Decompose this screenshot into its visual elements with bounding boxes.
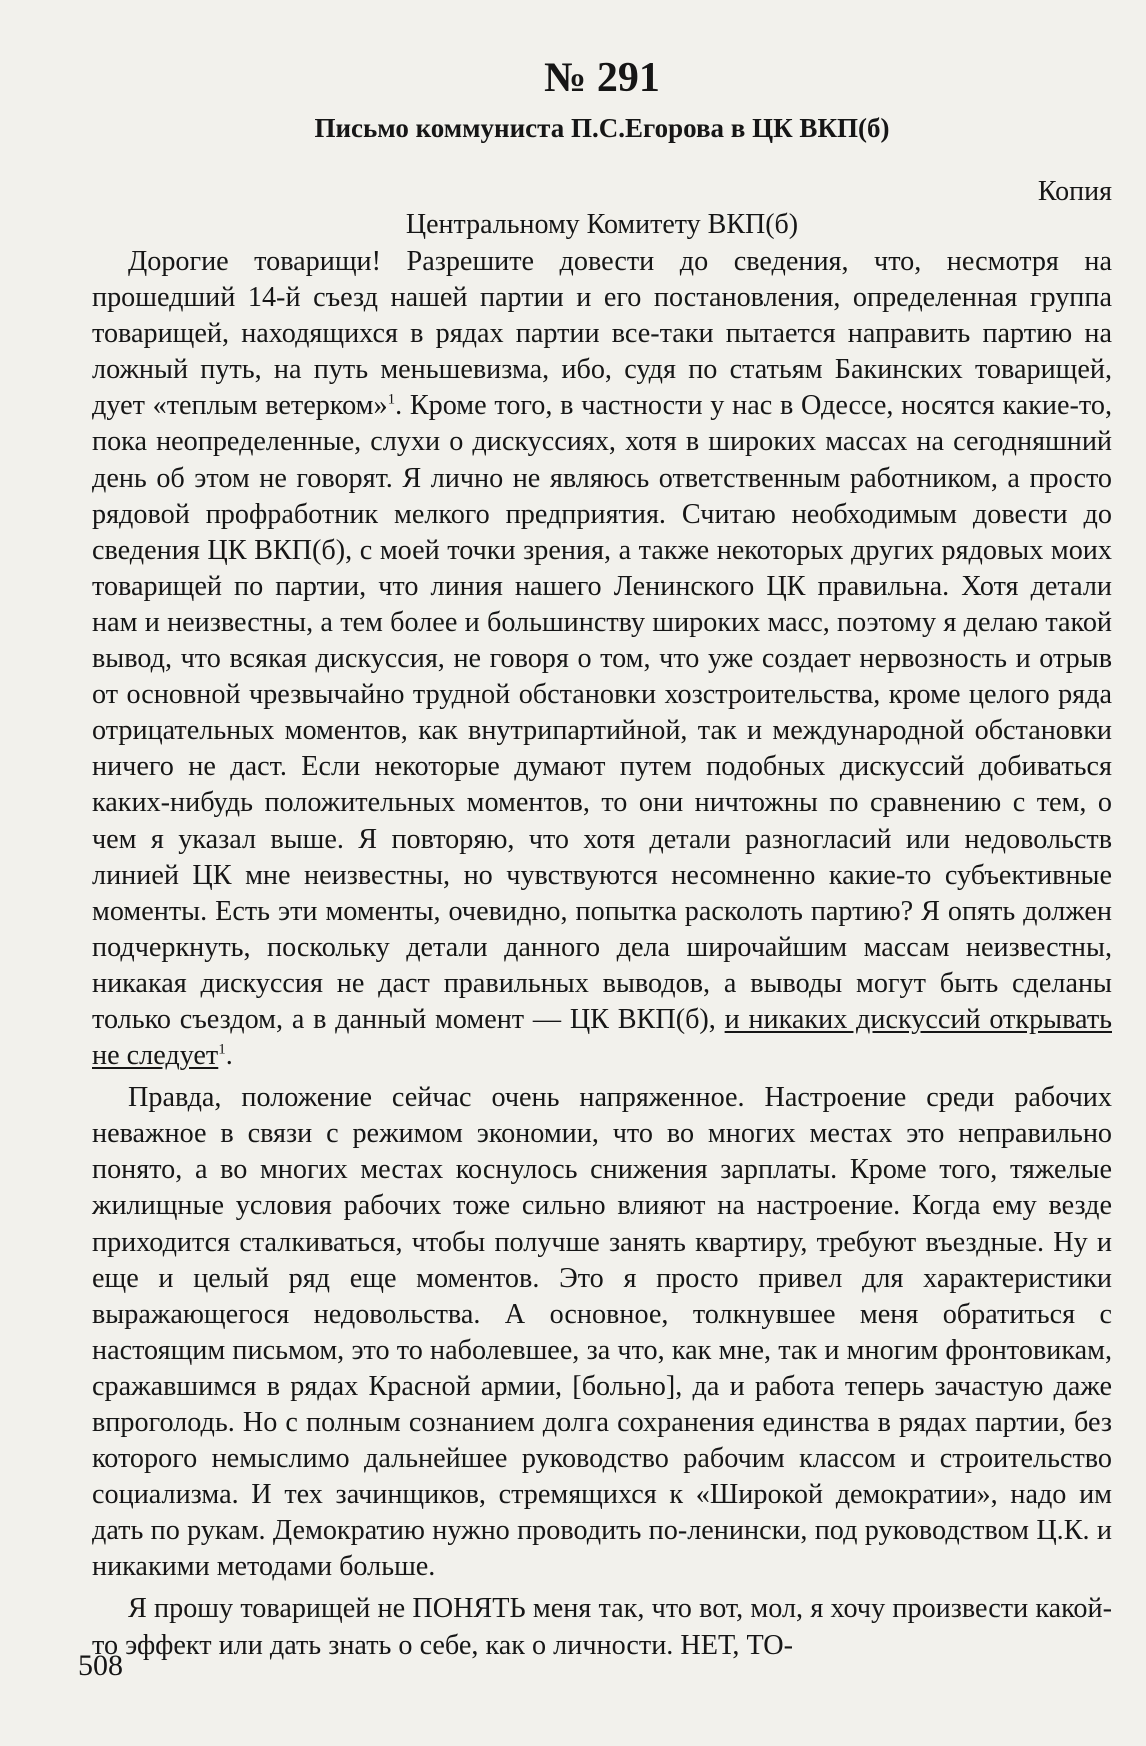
paragraph-1-text-b: . Кроме того, в частности у нас в Одессе, носятся какие-то, пока неопределенные, слухи о дискуссиях, хотя в широких массах на сегодняшний день об этом не говорят. Я лично не являюсь ответственным работником, а просто рядовой профработник мелкого предприятия. Считаю необходимым довести до сведения ЦК ВКП(б), с моей точки зрения, а также некоторых других рядовых моих товарищей по партии, что линия нашего Ленинского ЦК правильна. Хотя детали нам и неизвестны, а тем более и большинству широких масс, поэтому я делаю такой вывод, что всякая дискуссия, не говоря о том, что уже создает нервозность и отрыв от основной чрезвычайно трудной обстановки хозстроительства, кроме целого ряда отрицательных моментов, как внутрипартийной, так и международной обстановки ничего не даст. Если некоторые думают путем подобных дискуссий добиваться каких-нибудь положительных моментов, то они ничтожны по сравнению с тем, о чем я указал выше. Я повторяю, что хотя детали разногласий или недовольств линией ЦК мне неизвестны, но чувствуются несомненно какие-то субъективные моменты. Есть эти моменты, очевидно, попытка расколоть партию? Я опять должен подчеркнуть, поскольку детали данного дела широчайшим массам неизвестны, никакая дискуссия не даст правильных выводов, а выводы могут быть сделаны только съездом, а в данный момент — ЦК ВКП(б), — [92, 390, 1112, 1035]
letter-paragraph-3: Я прошу товарищей не ПОНЯТЬ меня так, что вот, мол, я хочу произвести какой-то эффект или дать знать о себе, как о личности. НЕТ, ТО- — [92, 1593, 1112, 1661]
footnote-marker: 1 — [387, 391, 396, 408]
page-number: 508 — [78, 1649, 123, 1682]
copy-mark: Копия — [1037, 176, 1112, 207]
document-title: Письмо коммуниста П.С.Егорова в ЦК ВКП(б) — [314, 113, 890, 143]
letter-paragraph-1 — [92, 244, 1112, 1074]
addressee-line: Центральному Комитету ВКП(б) — [405, 209, 799, 240]
paragraph-1-text-c: . — [225, 1040, 233, 1072]
underlined-phrase: и никаких дискуссий открывать не следует — [92, 1003, 1112, 1072]
document-number: № 291 — [544, 55, 660, 101]
footnote-marker: 1 — [218, 1041, 226, 1058]
letter-paragraph-2: Правда, положение сейчас очень напряженное. Настроение среди рабочих неважное в связи с режимом экономии, что во многих местах это неправильно понято, а во многих местах коснулось снижения зарплаты. Кроме того, тяжелые жилищные условия рабочих тоже сильно влияют на настроение. Когда ему везде приходится сталкиваться, чтобы получше занять квартиру, требуют въездные. Ну и еще и целый ряд еще моментов. Это я просто привел для характеристики выражающегося недовольства. А основное, толкнувшее меня обратиться с настоящим письмом, это то наболевшее, за что, как мне, так и многим фронтовикам, сражавшимся в рядах Красной армии, [больно], да и работа теперь зачастую даже впроголодь. Но с полным сознанием долга сохранения единства в рядах партии, без которого немыслимо дальнейшее руководство рабочим классом и строительство социализма. И тех зачинщиков, стремящихся к «Широкой демократии», надо им дать по рукам. Демократию нужно проводить по-ленински, под руководством Ц.К. и никакими методами больше. — [92, 1082, 1112, 1583]
paragraph-1-text-a: Дорогие товарищи! Разрешите довести до сведения, что, несмотря на прошедший 14-й съезд нашей партии и его постановления, определенная группа товарищей, находящихся в рядах партии все-таки пытается направить партию на ложный путь, на путь меньшевизма, ибо, судя по статьям Бакинских товарищей, дует «теплым ветерком» — [92, 246, 1112, 422]
document-page — [92, 52, 1112, 1664]
